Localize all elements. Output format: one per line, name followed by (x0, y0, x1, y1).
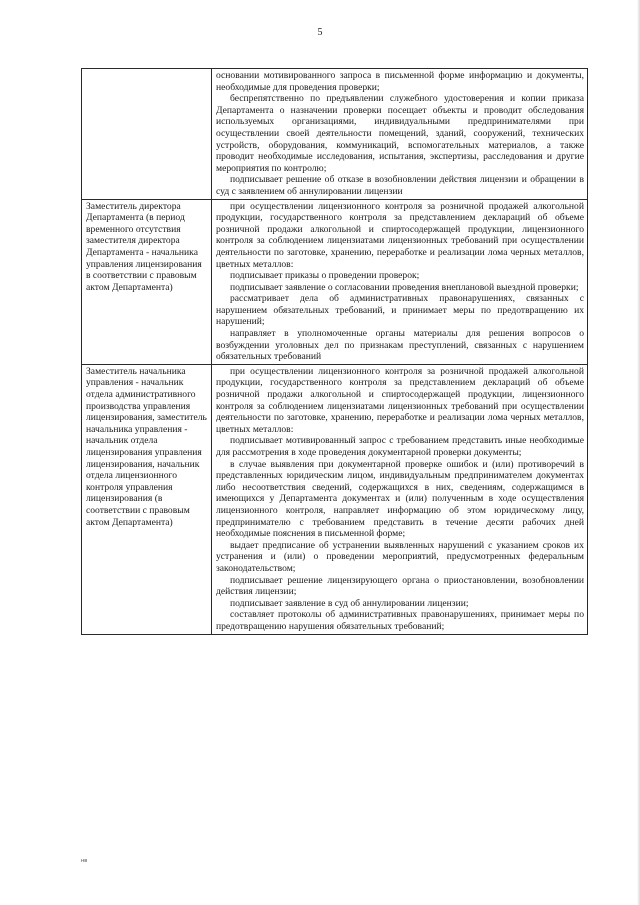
duty-paragraph: при осуществлении лицензионного контроля за розничной продажей алкогольной продукции, государственного контроля за представлением деклараций об объеме розничной продажи алкогольной и спиртосодержащей продукции, лицензионного контроля за соблюдением лицензиатами лицензионных требований при осуществлении деятельности по заготовке, хранению, переработке и реализации лома черных металлов, цветных металлов: (216, 200, 584, 270)
page-number: 5 (317, 27, 323, 38)
duty-paragraph: подписывает заявление в суд об аннулировании лицензии; (230, 597, 469, 609)
footer-mark: нв (81, 858, 88, 864)
duty-paragraph: подписывает заявление о согласовании проведения внеплановой выездной проверки; (230, 281, 579, 293)
duties-cell (212, 69, 588, 200)
duty-paragraph: беспрепятственно по предъявлении служебного удостоверения и копии приказа Департамента о назначении проверки посещает объекты и проводит обследования используемых организациями, индивидуальными предпринимателями при осуществлении своей деятельности помещений, зданий, сооружений, технических устройств, оборудования, коммуникаций, вспомогательных материалов, а также проводит необходимые исследования, испытания, экспертизы, расследования и другие мероприятия по контролю; (216, 93, 584, 174)
role-cell: Заместитель начальника управления - начальник отдела административного производства управления лицензирования, заместитель начальника управления - начальник отдела лицензирования управления лицензирования, начальник отдела лицензионного контроля управления лицензирования (в соответствии с правовым актом Департамента) (82, 364, 212, 634)
duty-paragraph: подписывает приказы о проведении проверок; (230, 270, 420, 282)
duty-paragraph: подписывает решение об отказе в возобновлении действия лицензии и обращении в суд с заявлением об аннулировании лицензии (216, 174, 584, 197)
duty-paragraph: в случае выявления при документарной проверке ошибок и (или) противоречий в представленных юридическим лицом, индивидуальным предпринимателем документах либо несоответствия сведений, содержащихся в них, сведениям, содержащимся в имеющихся у Департамента документах и (или) полученным в ходе осуществления лицензионного контроля, направляет информацию об этом юридическому лицу, предпринимателю с требованием представить в течение десяти рабочих дней необходимые пояснения в письменной форме; (216, 458, 584, 540)
role-cell (82, 69, 212, 200)
table-row (82, 199, 588, 364)
duty-paragraph: подписывает решение лицензирующего органа о приостановлении, возобновлении действия лицензии; (216, 574, 584, 598)
duty-paragraph: составляет протоколы об административных правонарушениях, принимает меры по предотвращению нарушения обязательных требований; (216, 609, 584, 632)
duties-cell (212, 364, 588, 634)
duty-paragraph: выдает предписание об устранении выявленных нарушений с указанием сроков их устранения и (или) о проведении мероприятий, предусмотренных федеральным законодательством; (216, 539, 584, 574)
role-cell: Заместитель директора Департамента (в период временного отсутствия заместителя директора Департамента - начальника управления лицензирования в соответствии с правовым актом Департамента) (82, 199, 212, 364)
duty-paragraph: при осуществлении лицензионного контроля за розничной продажей алкогольной продукции, государственного контроля за представлением деклараций об объеме розничной продажи алкогольной и спиртосодержащей продукции, лицензионного контроля за соблюдением лицензиатами лицензионных требований при осуществлении деятельности по заготовке, хранению, переработке и реализации лома черных металлов, цветных металлов: (216, 365, 584, 435)
duty-paragraph: основании мотивированного запроса в письменной форме информацию и документы, необходимые для проведения проверки; (216, 70, 584, 93)
duty-paragraph: рассматривает дела об административных правонарушениях, связанных с нарушением обязательных требований, и принимает меры по предотвращению их нарушений; (216, 293, 584, 328)
responsibilities-table (81, 68, 588, 635)
duties-cell (212, 199, 588, 364)
table-row (82, 364, 588, 634)
duty-paragraph: направляет в уполномоченные органы материалы для решения вопросов о возбуждении уголовных дел по признакам преступлений, связанных с нарушением обязательных требований (216, 328, 584, 363)
table-row (82, 69, 588, 200)
duty-paragraph: подписывает мотивированный запрос с требованием представить иные необходимые для рассмотрения в ходе проведения документарной проверки документы; (216, 435, 584, 458)
